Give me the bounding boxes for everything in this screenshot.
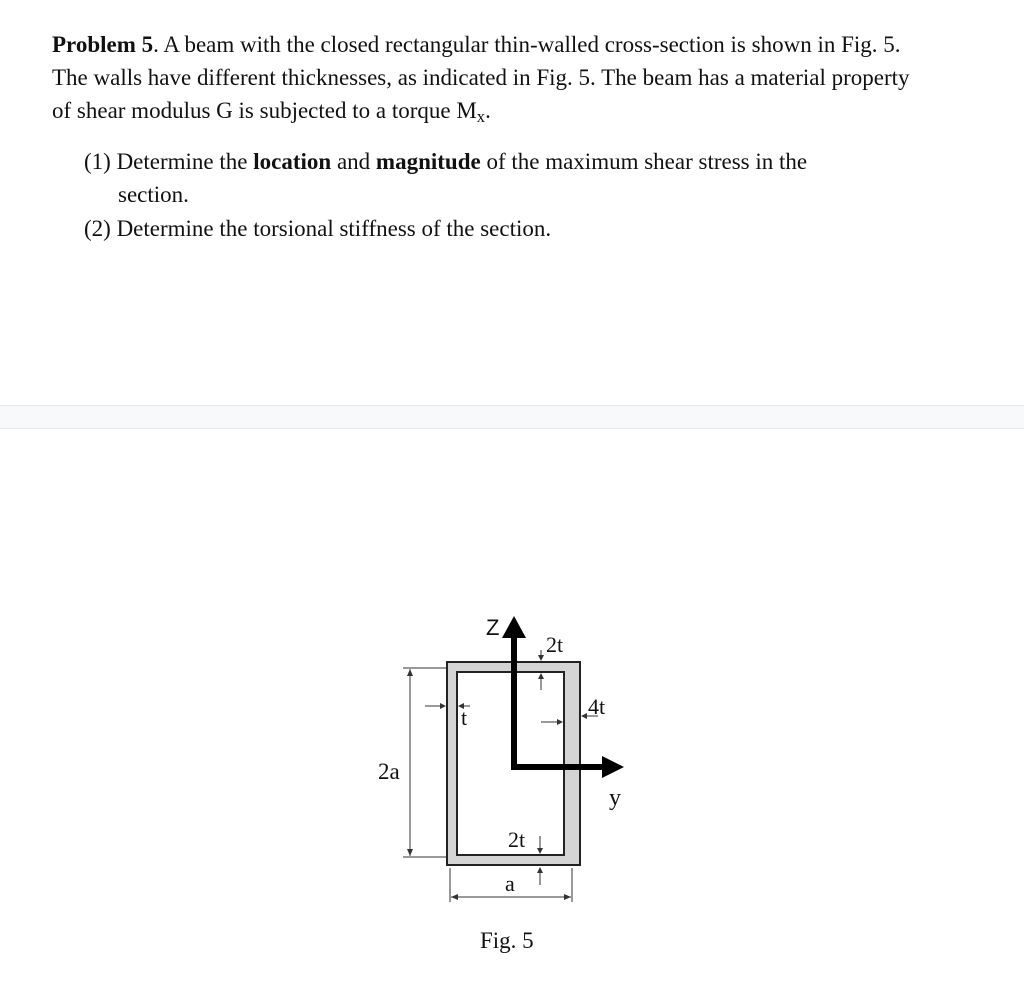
z-axis-arrow xyxy=(502,616,526,638)
bottom-wall-thickness: 2t xyxy=(508,827,526,852)
q1-mid: and xyxy=(331,149,376,174)
problem-heading: Problem 5 xyxy=(52,32,154,57)
figure-caption: Fig. 5 xyxy=(480,928,534,953)
q1-continuation: section. xyxy=(118,182,189,207)
top-wall-thickness: 2t xyxy=(546,632,564,657)
problem-text-end: . xyxy=(485,98,491,123)
right-wall-thickness: 4t xyxy=(588,694,606,719)
question-2: (2) Determine the torsional stiffness of the section. xyxy=(84,216,552,241)
z-axis-label: Z xyxy=(486,615,500,640)
y-axis-label: y xyxy=(609,785,621,811)
left-wall-thickness: t xyxy=(461,705,468,730)
width-dimension: a xyxy=(505,871,515,896)
height-dimension: 2a xyxy=(378,759,400,784)
y-axis-arrow xyxy=(602,756,624,778)
q1-location: location xyxy=(253,149,332,174)
q1-magnitude: magnitude xyxy=(375,149,481,174)
q1-prefix: (1) Determine the xyxy=(84,149,254,174)
q1-suffix: of the maximum shear stress in the xyxy=(480,149,808,174)
problem-text: . A beam with the closed rectangular thin-walled cross-section is shown in Fig. 5. The walls have different thicknesses, as indicated in Fig. 5. The beam has a material property of shear modulus G is subjected to a torque M xyxy=(52,32,910,123)
torque-subscript: x xyxy=(476,107,486,127)
